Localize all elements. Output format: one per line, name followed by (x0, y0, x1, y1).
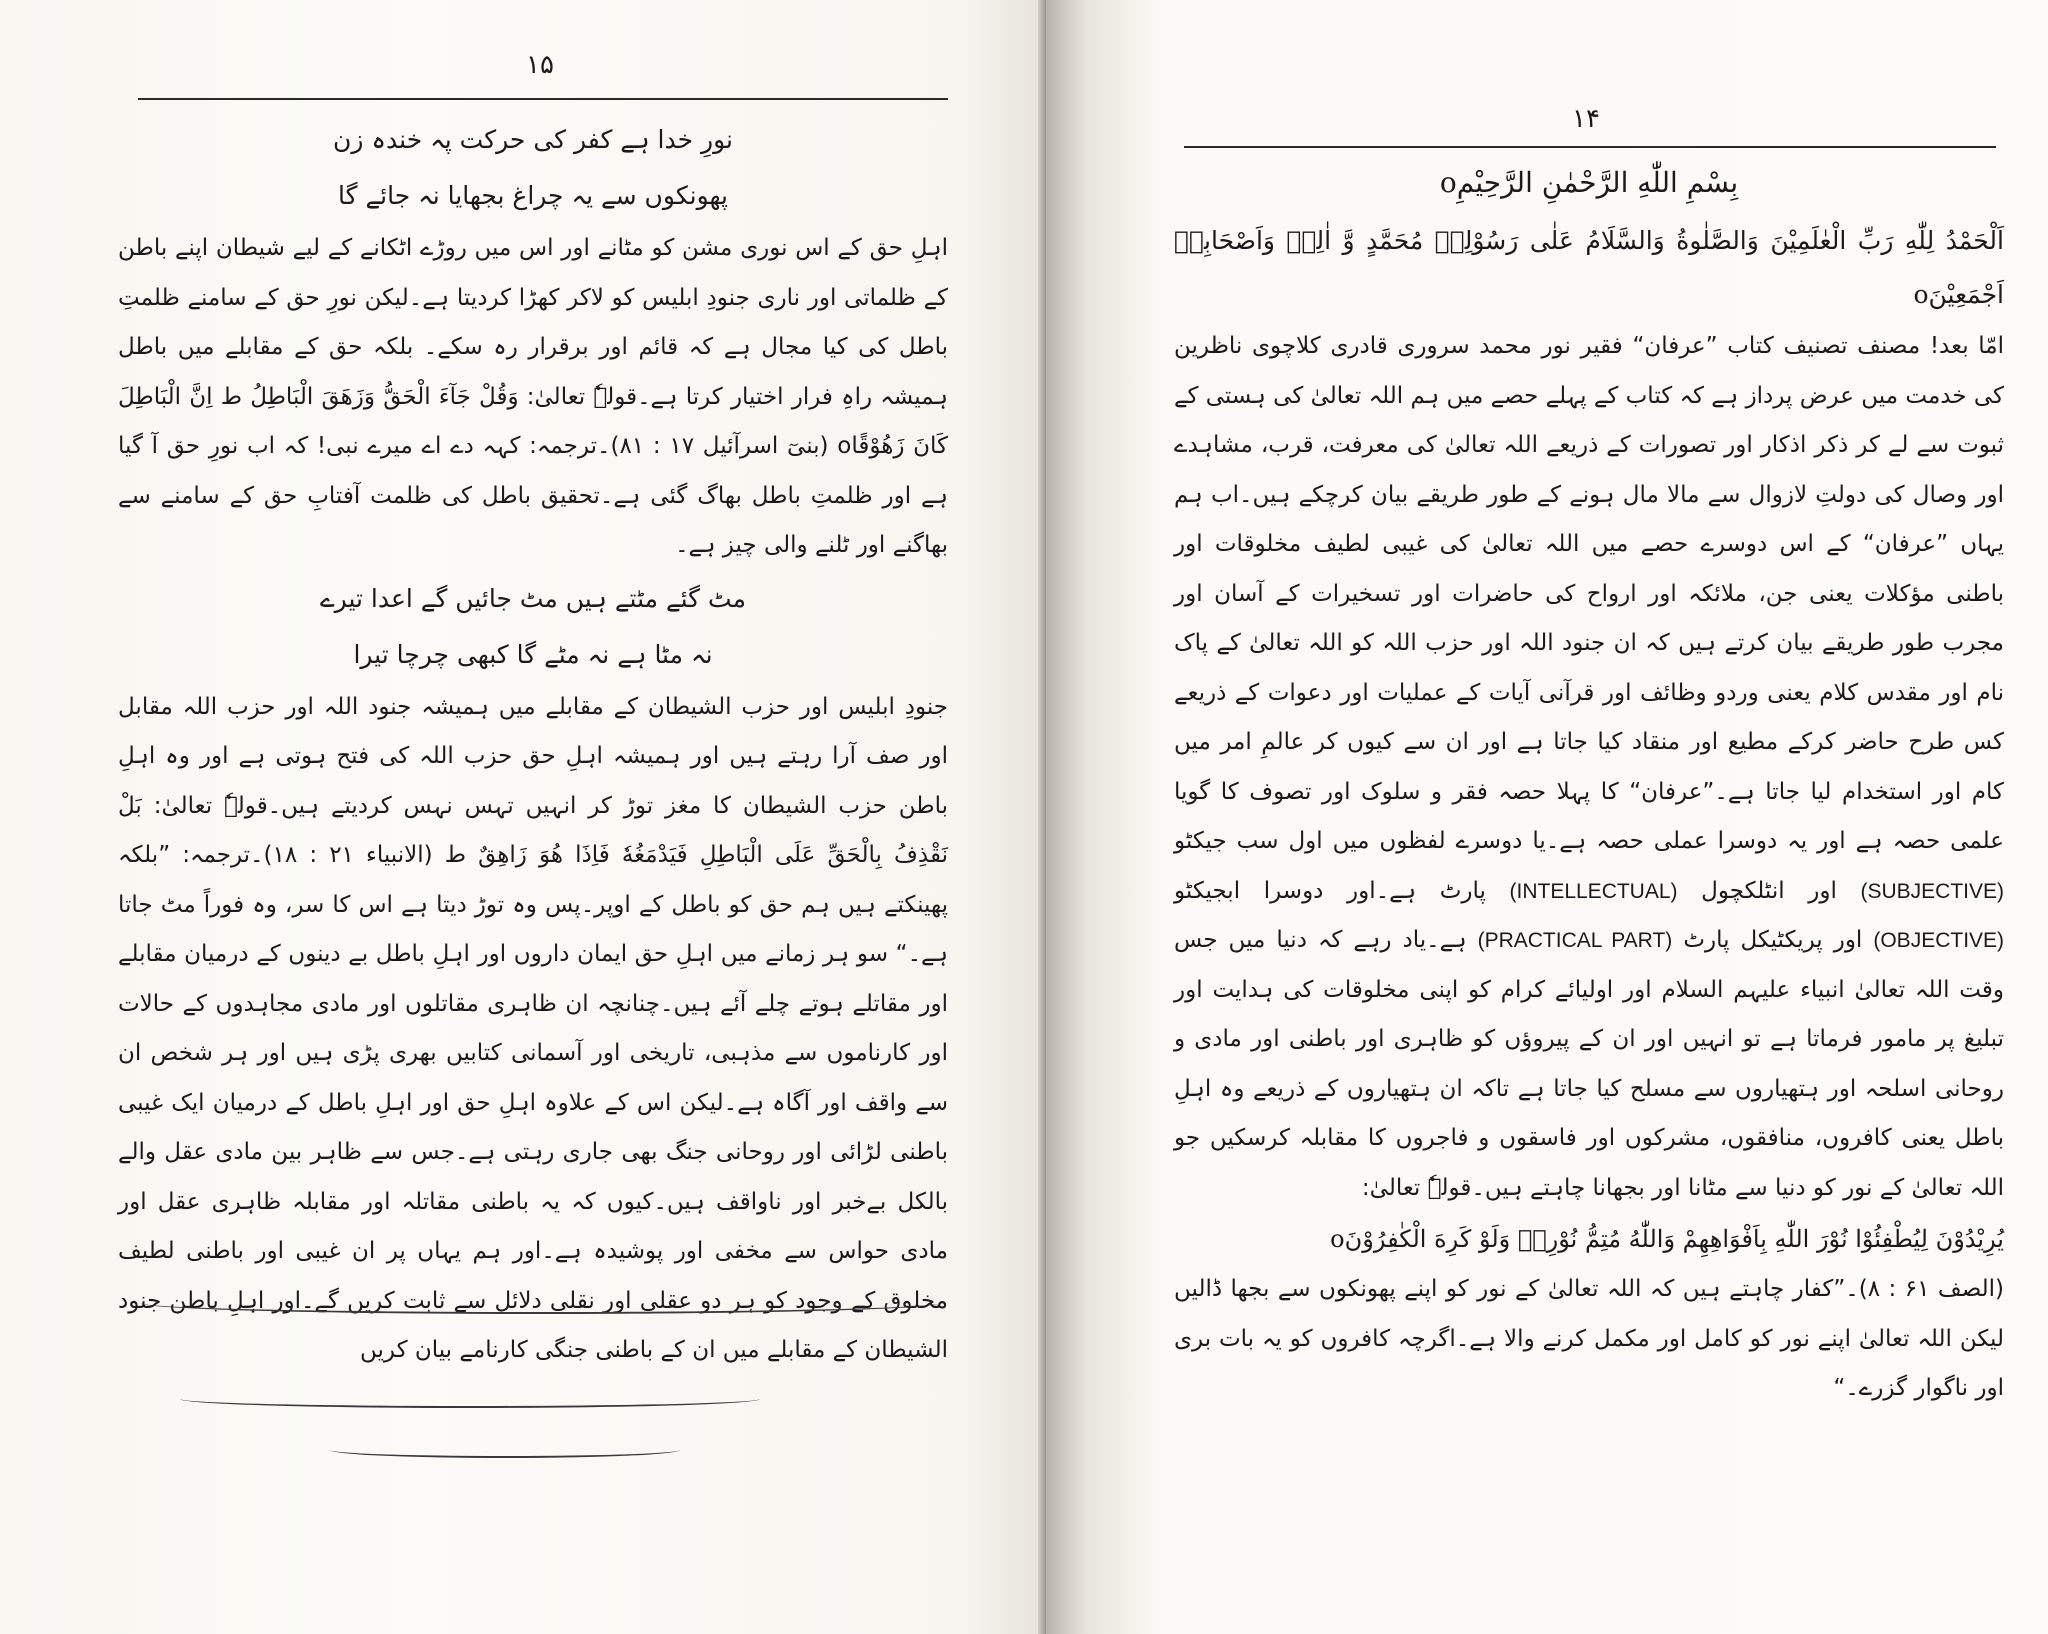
couplet-line: مٹ گئے مٹتے ہیں مٹ جائیں گے اعدا تیرے (320, 583, 746, 613)
page-number: ۱۵ (526, 50, 554, 80)
english-term: (INTELLECTUAL) (1509, 879, 1678, 903)
paragraph: اہلِ حق کے اس نوری مشن کو مٹانے اور اس میں روڑے اٹکانے کے لیے شیطان اپنے باطن کے ظلماتی اور ناری جنودِ ابلیس کو لاکر کھڑا کردیتا ہے۔لیکن نورِ حق کے سامنے ظلمتِ باطل کی کیا مجال ہے کہ قائم اور برقرار رہ سکے۔ بلکہ حق کے مقابلے میں باطل ہمیشہ راہِ فرار اختیار کرتا ہے۔قولہٗ تعالیٰ: وَقُلْ جَآءَ الْحَقُّ وَزَهَقَ الْبَاطِلُ ط اِنَّ الْبَاطِلَ كَانَ زَهُوْقًاo (بنیٓ اسرآئیل ۱۷ : ۸۱)۔ترجمہ: کہہ دے اے میرے نبی! کہ اب نورِ حق آ گیا ہے اور ظلمتِ باطل بھاگ گئی ہے۔تحقیق باطل کی ظلمت آفتابِ حق کے سامنے سے بھاگنے اور ٹلنے والی چیز ہے۔ (118, 235, 949, 558)
couplet (118, 112, 948, 224)
paragraph-text: اور پریکٹیکل پارٹ (1683, 927, 1863, 953)
basmala: بِسْمِ اللّٰهِ الرَّحْمٰنِ الرَّحِيْمِo (1439, 166, 1739, 199)
paragraph-text: امّا بعد! مصنف تصنیف کتاب ”عرفان“ فقیر نور محمد سروری قادری کلاچوی ناظرین کی خدمت میں عرض پرداز ہے کہ کتاب کے پہلے حصے میں ہم اللہ تعالیٰ کی ہستی کے ثبوت سے لے کر ذکر اذکار اور تصورات کے ذریعے اللہ تعالیٰ کی معرفت، قرب، مشاہدے اور وصال کی دولتِ لازوال سے مالا مال ہونے کے طور طریقے بیان کرچکے ہیں۔اب ہم یہاں ”عرفان“ کے اس دوسرے حصے میں اللہ تعالیٰ کی غیبی لطیف مخلوقات اور باطنی مؤکلات یعنی جن، ملائکہ اور ارواح کی حاضرات اور تسخیرات کے آسان اور مجرب طور طریقے بیان کرتے ہیں کہ ان جنود اللہ اور حزب اللہ کو اللہ تعالیٰ کے پاک نام اور مقدس کلام یعنی وردو وظائف اور قرآنی آیات کے عملیات اور دعوات کے ذریعے کس طرح حاضر کرکے مطیع اور منقاد کیا جاتا ہے اور ان سے کیوں کر عالمِ امر میں کام اور استخدام لیا جاتا ہے۔”عرفان“ کا پہلا حصہ فقر و سلوک اور تصوف کا گویا علمی حصہ ہے اور یہ دوسرا عملی حصہ ہے۔یا دوسرے لفظوں میں اول سب جیکٹو (1174, 333, 2004, 854)
couplet (118, 571, 948, 683)
paragraph-text: پارٹ ہے۔اور دوسرا ابجیکٹو (1174, 877, 1486, 904)
quran-verse: يُرِيْدُوْنَ لِيُطْفِئُوْا نُوْرَ اللّٰهِ بِاَفْوَاهِهِمْ وَاللّٰهُ مُتِمُّ نُوْرِهٖ وَلَوْ كَرِهَ الْكٰفِرُوْنَo (1330, 1225, 2004, 1253)
pencil-underline (330, 1442, 680, 1458)
header-rule (138, 98, 948, 100)
couplet-line: پھونکوں سے یہ چراغ بجھایا نہ جائے گا (338, 181, 728, 210)
right-page (1046, 0, 2048, 1634)
english-term: (PRACTICAL PART) (1477, 929, 1673, 952)
couplet-line: نورِ خدا ہے کفر کی حرکت پہ خندہ زن (333, 125, 733, 154)
paragraph-text: ہے۔یاد رہے کہ دنیا میں جس وقت اللہ تعالیٰ انبیاء علیہم السلام اور اولیائے کرام کو اپنی مخلوقات کی ہدایت اور تبلیغ پر مامور فرماتا ہے تو انہیں اور ان کے پیروؤں کو ظاہری اور باطنی اور مادی و روحانی اسلحہ اور ہتھیاروں سے مسلح کیا جاتا ہے تاکہ ان ہتھیاروں کے ذریعے وہ اہلِ باطل یعنی کافروں، منافقوں، مشرکوں اور فاسقوں و فاجروں کا مقابلہ کرسکیں جو اللہ تعالیٰ کے نور کو دنیا سے مٹانا اور بجھانا چاہتے ہیں۔قولہٗ تعالیٰ: (1174, 927, 2004, 1201)
doxology: اَلْحَمْدُ لِلّٰهِ رَبِّ الْعٰلَمِيْنَ وَالصَّلٰوةُ وَالسَّلَامُ عَلٰى رَسُوْلِهٖ مُحَمَّدٍ وَّ اٰلِهٖ وَاَصْحَابِهٖ اَجْمَعِيْنَo (1174, 226, 2004, 309)
english-term: (SUBJECTIVE) (1860, 879, 2005, 903)
left-page-text (118, 112, 948, 1376)
pencil-underline (140, 1292, 940, 1314)
couplet-line: نہ مٹا ہے نہ مٹے گا کبھی چرچا تیرا (353, 639, 713, 669)
right-page-text (1174, 152, 2004, 1414)
paragraph: جنودِ ابلیس اور حزب الشیطان کے مقابلے میں ہمیشہ جنود اللہ اور حزب اللہ مقابل اور صف آرا رہتے ہیں اور ہمیشہ اہلِ حق حزب اللہ کی فتح ہوتی ہے اور وہ اہلِ باطن حزب الشیطان کا مغز توڑ کر انہیں تہس نہس کردیتے ہیں۔قولہٗ تعالیٰ: بَلْ نَقْذِفُ بِالْحَقِّ عَلَى الْبَاطِلِ فَيَدْمَغُهٗ فَاِذَا هُوَ زَاهِقٌ ط (الانبیاء ۲۱ : ۱۸)۔ترجمہ: ”بلکہ پھینکتے ہیں ہم حق کو باطل کے اوپر۔پس وہ توڑ دیتا ہے اس کا سر، وہ فوراً مٹ جاتا ہے۔“ سو ہر زمانے میں اہلِ حق ایمان داروں اور اہلِ باطل بے دینوں کے درمیان مقابلے اور مقاتلے ہوتے چلے آئے ہیں۔چنانچہ ان ظاہری مقاتلوں اور مادی مجاہدوں کے حالات اور کارناموں سے مذہبی، تاریخی اور آسمانی کتابیں بھری پڑی ہیں اور ہر شخص ان سے واقف اور آگاہ ہے۔لیکن اس کے علاوہ اہلِ حق اور اہلِ باطل کے درمیان ایک غیبی باطنی لڑائی اور روحانی جنگ بھی جاری رہتی ہے۔جس سے ظاہر بین مادی عقل والے بالکل بےخبر اور ناواقف ہیں۔کیوں کہ یہ باطنی مقاتلہ اور مقابلہ ظاہری عقل اور مادی حواس سے مخفی اور پوشیدہ ہے۔اور ہم یہاں پر ان غیبی اور باطنی لطیف مخلوق کے وجود کو ہر دو عقلی اور نقلی دلائل سے ثابت کریں گے۔اور اہلِ باطن جنود الشیطان کے مقابلے میں ان کے باطنی جنگی کارنامے بیان کریں (118, 693, 948, 1363)
page-number: ۱۴ (1572, 104, 1600, 134)
paragraph: (الصف ۶۱ : ۸)۔”کفار چاہتے ہیں کہ اللہ تعالیٰ کے نور کو اپنے پھونکوں سے بجھا ڈالیں لیکن اللہ تعالیٰ اپنے نور کو کامل اور مکمل کرنے والا ہے۔اگرچہ کافروں کو یہ بات بری اور ناگوار گزرے۔“ (1174, 1276, 2005, 1401)
english-term: (OBJECTIVE) (1873, 929, 2005, 952)
paragraph-text: اور انٹلکچول (1701, 877, 1837, 904)
pencil-underline (180, 1390, 760, 1408)
paragraph (1174, 322, 2004, 1213)
header-rule (1184, 146, 1996, 148)
